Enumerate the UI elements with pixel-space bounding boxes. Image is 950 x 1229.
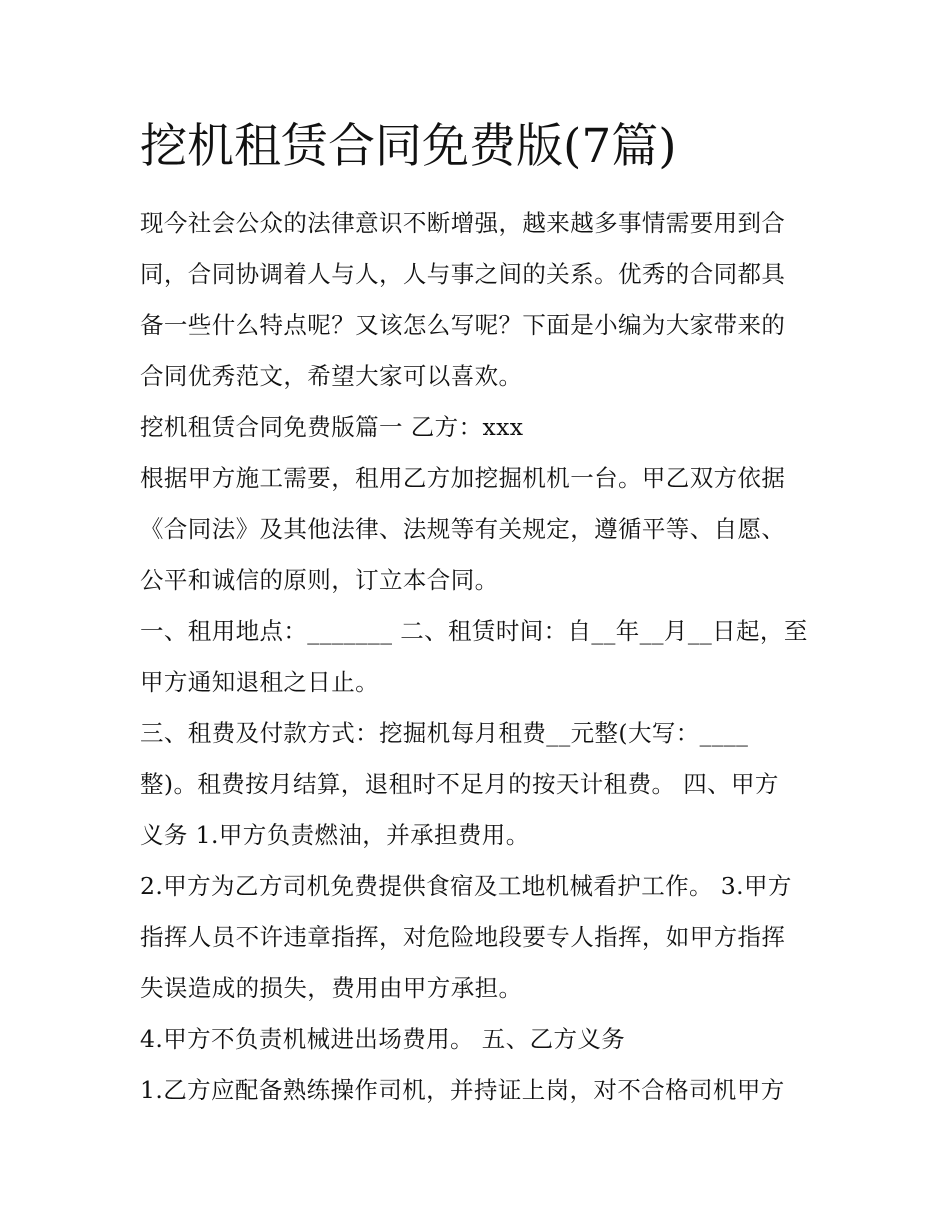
text-line: 义务 1.甲方负责燃油，并承担费用。 — [140, 821, 530, 849]
text-line: 2.甲方为乙方司机免费提供食宿及工地机械看护工作。 3.甲方 — [140, 872, 792, 900]
text-line: 一、租用地点：_______ 二、租赁时间：自__年__月__日起，至 — [140, 617, 808, 645]
text-line: 现今社会公众的法律意识不断增强，越来越多事情需要用到合 — [140, 209, 786, 237]
text-line: 失误造成的损失，费用由甲方承担。 — [140, 974, 523, 1002]
text-line: 合同优秀范文，希望大家可以喜欢。 — [140, 362, 523, 390]
section-heading-line: 挖机租赁合同免费版篇一 乙方：xxx — [140, 413, 524, 441]
text-line: 甲方通知退租之日止。 — [140, 668, 379, 696]
text-line: 整)。租费按月结算，退租时不足月的按天计租费。 四、甲方 — [140, 770, 779, 798]
text-line: 1.乙方应配备熟练操作司机，并持证上岗，对不合格司机甲方 — [140, 1076, 785, 1104]
document-body — [140, 198, 820, 1116]
text-line: 指挥人员不许违章指挥，对危险地段要专人指挥，如甲方指挥 — [140, 923, 786, 951]
text-line: 三、租费及付款方式：挖掘机每月租费__元整(大写：____ — [140, 719, 749, 747]
text-line: 根据甲方施工需要，租用乙方加挖掘机机一台。甲乙双方依据 — [140, 464, 786, 492]
document-title: 挖机租赁合同免费版(7篇) — [140, 119, 677, 174]
text-line: 公平和诚信的原则，订立本合同。 — [140, 566, 499, 594]
text-line: 同，合同协调着人与人，人与事之间的关系。优秀的合同都具 — [140, 260, 786, 288]
text-line: 4.甲方不负责机械进出场费用。 五、乙方义务 — [140, 1025, 626, 1053]
text-line: 《合同法》及其他法律、法规等有关规定，遵循平等、自愿、 — [140, 515, 786, 543]
text-line: 备一些什么特点呢？又该怎么写呢？下面是小编为大家带来的 — [140, 311, 786, 339]
